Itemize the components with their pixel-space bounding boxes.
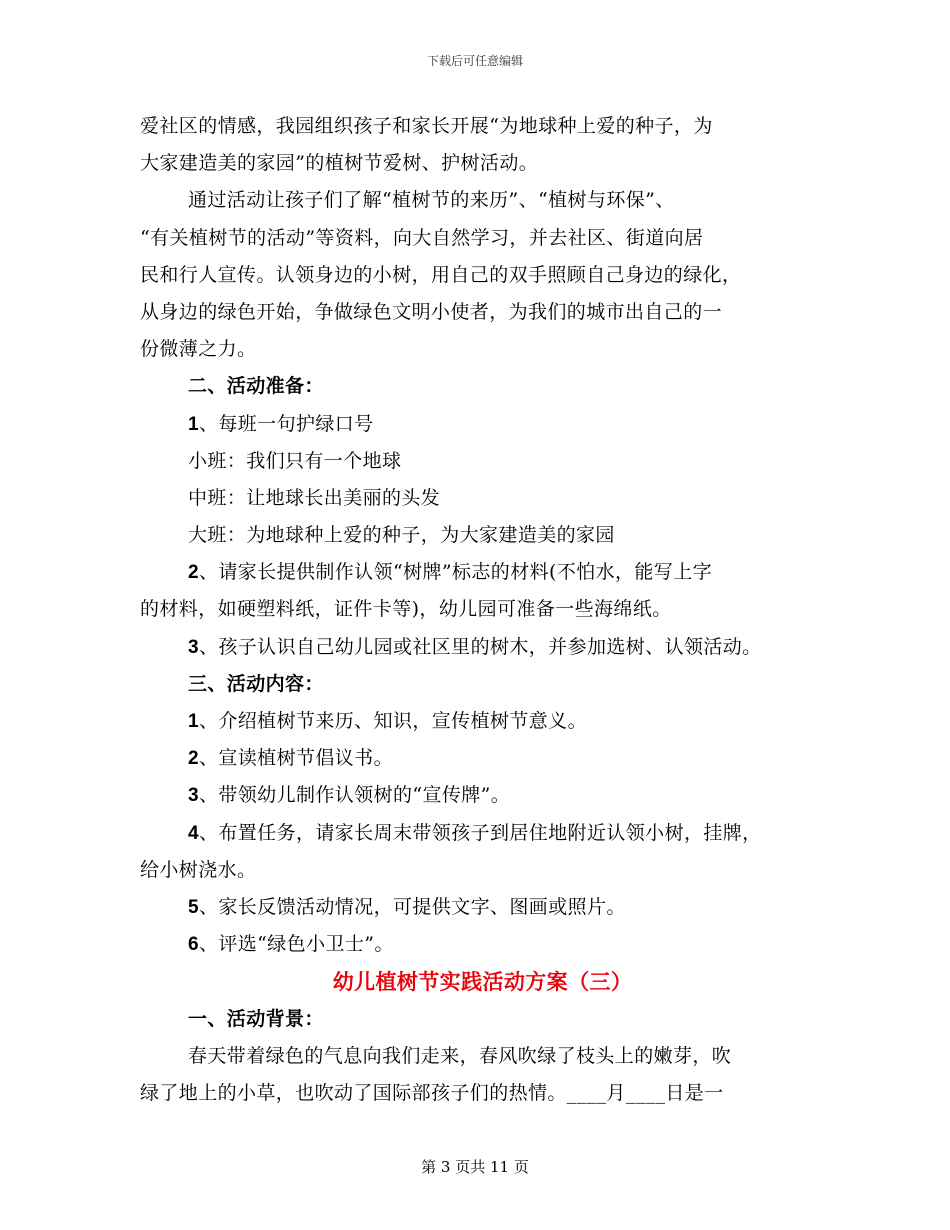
- paragraph-line: [140, 182, 825, 219]
- line-text: 大家建造美的家园”的植树节爱树、护树活动。: [140, 152, 539, 175]
- list-number: 3: [188, 636, 199, 658]
- line-text: 、请家长提供制作认领“树牌”标志的材料(不怕水，能写上字: [198, 561, 713, 584]
- list-number: 6: [188, 934, 199, 956]
- paragraph-line: [140, 108, 825, 145]
- line-text: 爱社区的情感，我园组织孩子和家长开展“为地球种上爱的种子，为: [140, 115, 713, 137]
- line-text: 民和行人宣传。认领身边的小树，用自己的双手照顾自己身边的绿化，: [140, 263, 742, 286]
- line-text: “有关植树节的活动”等资料，向大自然学习，并去社区、街道向居: [140, 226, 704, 249]
- line-text: 的材料，如硬塑料纸，证件卡等)，幼儿园可准备一些海绵纸。: [140, 598, 672, 621]
- line-text: 通过活动让孩子们了解“植树节的来历”、“植树与环保”、: [188, 189, 675, 212]
- paragraph-line: [140, 480, 825, 517]
- line-text: 、家长反馈活动情况，可提供文字、图画或照片。: [198, 895, 626, 918]
- line-text: 幼儿植树节实践活动方案（三）: [332, 969, 633, 995]
- line-text: 二、活动准备：: [188, 375, 324, 398]
- line-text: 大班：为地球种上爱的种子，为大家建造美的家园: [188, 524, 615, 547]
- paragraph-line: [140, 1075, 825, 1112]
- line-text: 中班：让地球长出美丽的头发: [188, 486, 441, 509]
- line-text: 、介绍植树节来历、知识，宣传植树节意义。: [198, 710, 587, 732]
- list-number: 2: [188, 748, 199, 770]
- paragraph-line: [140, 517, 825, 554]
- paragraph-line: [140, 294, 825, 331]
- paragraph-line: [140, 740, 825, 777]
- line-text: 一、活动背景：: [188, 1007, 324, 1030]
- section-heading: [140, 666, 825, 703]
- line-text: 、宣读植树节倡议书。: [198, 747, 393, 770]
- line-text: 、布置任务，请家长周末带领孩子到居住地附近认领小树，挂牌，: [198, 821, 762, 844]
- paragraph-line: [140, 1038, 825, 1075]
- list-number: 3: [188, 785, 199, 807]
- paragraph-line: [140, 220, 825, 257]
- paragraph-line: [140, 257, 825, 294]
- paragraph-line: [140, 443, 825, 480]
- line-text: 、孩子认识自己幼儿园或社区里的树木，并参加选树、认领活动。: [198, 635, 762, 658]
- paragraph-line: [140, 926, 825, 963]
- paragraph-line: [140, 703, 825, 740]
- list-number: 2: [188, 562, 199, 584]
- line-text: 、带领幼儿制作认领树的“宣传牌”。: [198, 784, 511, 807]
- list-number: 1: [188, 711, 199, 732]
- paragraph-line: [140, 406, 825, 443]
- line-text: 三、活动内容：: [188, 672, 324, 695]
- page-footer: 第 3 页共 11 页: [421, 1158, 529, 1176]
- page-header: 下载后可任意编辑: [426, 54, 523, 68]
- list-number: 5: [188, 896, 199, 918]
- paragraph-line: [140, 331, 825, 368]
- paragraph-line: [140, 145, 825, 182]
- paragraph-line: [140, 889, 825, 926]
- line-text: 春天带着绿色的气息向我们走来，春风吹绿了枝头上的嫩芽，吹: [188, 1044, 732, 1067]
- paragraph-line: [140, 591, 825, 628]
- line-text: 、评选“绿色小卫士”。: [198, 933, 394, 956]
- paragraph-line: [140, 815, 825, 852]
- line-text: 从身边的绿色开始，争做绿色文明小使者，为我们的城市出自己的一: [140, 300, 723, 323]
- line-text: 、每班一句护绿口号: [198, 412, 374, 435]
- document-body: [140, 108, 825, 1112]
- line-text: 给小树浇水。: [140, 858, 257, 881]
- paragraph-line: [140, 777, 825, 814]
- paragraph-line: [140, 554, 825, 591]
- list-number: 1: [188, 413, 199, 435]
- list-number: 4: [188, 822, 199, 844]
- section-heading: [140, 1001, 825, 1038]
- section-heading: [140, 368, 825, 405]
- paragraph-line: [140, 629, 825, 666]
- paragraph-line: [140, 852, 825, 889]
- line-text: 绿了地上的小草，也吹动了国际部孩子们的热情。____月____日是一: [140, 1081, 724, 1104]
- line-text: 小班：我们只有一个地球: [188, 449, 402, 472]
- section-title: [140, 963, 825, 1000]
- line-text: 份微薄之力。: [140, 338, 257, 361]
